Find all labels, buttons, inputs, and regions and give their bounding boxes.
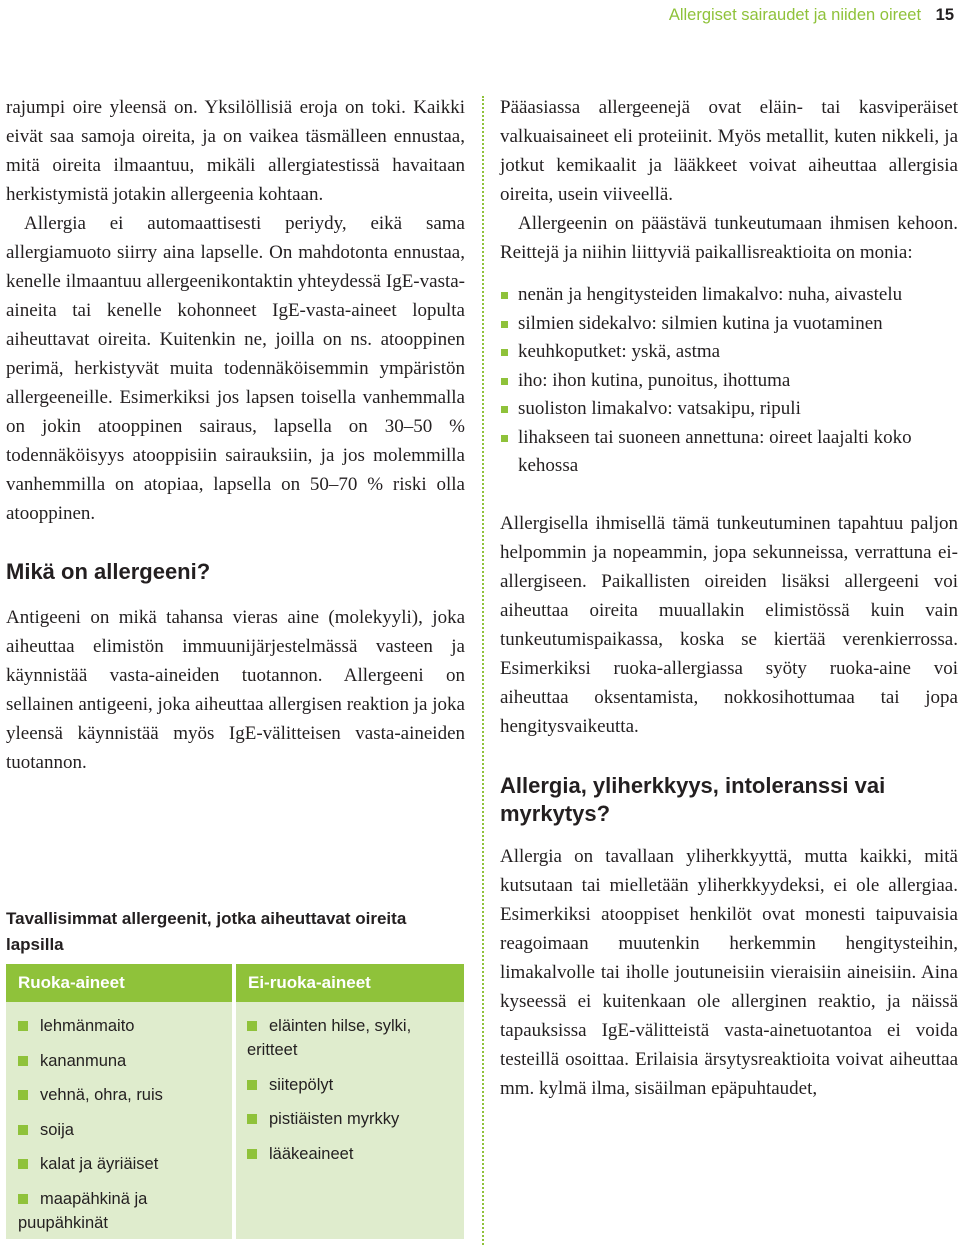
non-food-allergen-list [247, 1014, 457, 1176]
column-divider [482, 96, 484, 1245]
bullet-square-icon [18, 1194, 28, 1204]
right-paragraph-4: Allergia on tavallaan yliherkkyyttä, mutta kaikki, mitä kutsutaan tai mielletään yliherkkyydeksi, ei ole allergiaa. Esimerkiksi atooppiset henkilöt ovat monesti taipuvaisia reagoimaan muutenkin herkemmin hengitysteihin, limakalvolle tai iholle joutuneisiin vieraisiin aineisiin. Aina kyseessä ei kuitenkaan ole allerginen reaktio, ja näissä tapauksissa IgE-välitteistä vasta-ainetuotantoa ei voida testeillä osoittaa. Erilaisia ärsytysreaktioita voivat aiheuttaa mm. kylmä ilma, sisäilman epäpuhtaudet, [500, 845, 958, 1099]
bullet-square-icon [501, 292, 508, 299]
list-item: kananmuna [18, 1049, 223, 1073]
bullet-square-icon [18, 1125, 28, 1135]
running-header [669, 4, 954, 26]
right-column [500, 93, 958, 1103]
allergen-table [6, 964, 464, 1239]
left-paragraph-2: Allergia ei automaattisesti periydy, eikä sama allergiamuoto siirry aina lapselle. On mahdotonta ennustaa, kenelle ilmaantuu allergeenikontaktin yhteydessä IgE-vasta-aineita tai kenelle kohonneet IgE-vasta-aineet lopulta aiheuttavat oireita. Kuitenkin ne, joilla on ns. atooppinen perimä, herkistyvät muita todennäköisemmin ympäristön allergeeneille. Esimerkiksi jos lapsen toisella vanhemmalla on jokin atooppinen sairaus, lapsella on 30–50 % todennäköisyys atooppisiin sairauksiin, ja jos molemmilla vanhemmilla on atopiaa, lapsella on 50–70 % riski olla atooppinen. [6, 213, 465, 524]
bullet-square-icon [501, 349, 508, 356]
list-item: lihakseen tai suoneen annettuna: oireet laajalti koko kehossa [500, 424, 958, 481]
list-item: lehmänmaito [18, 1014, 223, 1038]
left-paragraph-1: rajumpi oire yleensä on. Yksilöllisiä eroja on toki. Kaikki eivät saa samoja oireita, ja on vaikea täsmälleen ennustaa, mitä oireita ilmaantuu, mikäli allergiatestissä havaitaan herkistymistä jotakin allergeenia kohtaan. [6, 97, 465, 205]
bullet-square-icon [501, 435, 508, 442]
list-item: kalat ja äyriäiset [18, 1152, 223, 1176]
bullet-square-icon [18, 1090, 28, 1100]
list-item: maapähkinä ja puupähkinät [18, 1189, 148, 1232]
list-item: iho: ihon kutina, punoitus, ihottuma [500, 367, 958, 396]
bullet-square-icon [247, 1080, 257, 1090]
section-heading-allergy-types: Allergia, yliherkkyys, intoleranssi vai myrkytys? [500, 772, 886, 826]
bullet-square-icon [501, 378, 508, 385]
right-paragraph-3: Allergisella ihmisellä tämä tunkeutuminen tapahtuu paljon helpommin ja nopeammin, jopa sekunneissa, verrattuna ei-allergiseen. Paikallisten oireiden lisäksi allergeeni voi aiheuttaa oireita muuallakin elimistössä kuin vain tunkeutumispaikassa, koska se kiertää verenkierrossa. Esimerkiksi ruoka-allergiassa syöty ruoka-aine voi aiheuttaa oksentamista, nokkosihottumaa tai jopa hengitysvaikeutta. [500, 512, 958, 737]
list-item: suoliston limakalvo: vatsakipu, ripuli [500, 395, 958, 424]
food-allergen-list [18, 1014, 223, 1245]
list-item: keuhkoputket: yskä, astma [500, 338, 958, 367]
bullet-square-icon [247, 1149, 257, 1159]
list-item: vehnä, ohra, ruis [18, 1083, 223, 1107]
bullet-square-icon [501, 406, 508, 413]
bullet-square-icon [18, 1159, 28, 1169]
exposure-route-list [500, 281, 958, 481]
bullet-square-icon [247, 1021, 257, 1031]
table-header-food: Ruoka-aineet [6, 964, 232, 1002]
list-item: soija [18, 1118, 223, 1142]
bullet-square-icon [247, 1114, 257, 1124]
bullet-square-icon [18, 1056, 28, 1066]
list-item: pistiäisten myrkky [247, 1107, 457, 1131]
list-item: lääkeaineet [247, 1142, 457, 1166]
list-item: silmien sidekalvo: silmien kutina ja vuotaminen [500, 310, 958, 339]
left-column [6, 93, 465, 777]
right-paragraph-1: Pääasiassa allergeenejä ovat eläin- tai kasviperäiset valkuaisaineet eli proteiinit. Myös metallit, kuten nikkeli, ja jotkut kemikaalit ja lääkkeet voivat aiheuttaa allergisia oireita, usein viiveellä. [500, 97, 958, 205]
table-column-separator [232, 964, 236, 1239]
list-item: nenän ja hengitysteiden limakalvo: nuha, aivastelu [500, 281, 958, 310]
list-item: eläinten hilse, sylki, eritteet [247, 1017, 412, 1059]
header-title: Allergiset sairaudet ja niiden oireet [668, 6, 922, 24]
page-number: 15 [935, 6, 954, 24]
bullet-square-icon [501, 321, 508, 328]
table-header-non-food: Ei-ruoka-aineet [236, 964, 464, 1002]
section-heading-allergen: Mikä on allergeeni? [6, 559, 211, 584]
table-title: Tavallisimmat allergeenit, jotka aiheuttavat oireita lapsilla [6, 909, 407, 954]
left-paragraph-3: Antigeeni on mikä tahansa vieras aine (molekyyli), joka aiheuttaa elimistön immuunijärjestelmässä vasteen ja käynnistää vasta-aineiden tuotannon. Allergeeni on sellainen antigeeni, joka aiheuttaa allergisen reaktion ja joka yleensä käynnistää myös IgE-välitteisen vasta-aineiden tuotannon. [6, 607, 465, 773]
list-item: siitepölyt [247, 1073, 457, 1097]
bullet-square-icon [18, 1021, 28, 1031]
right-paragraph-2: Allergeenin on päästävä tunkeutumaan ihmisen kehoon. Reittejä ja niihin liittyviä paikallisreaktioita on monia: [500, 213, 958, 263]
